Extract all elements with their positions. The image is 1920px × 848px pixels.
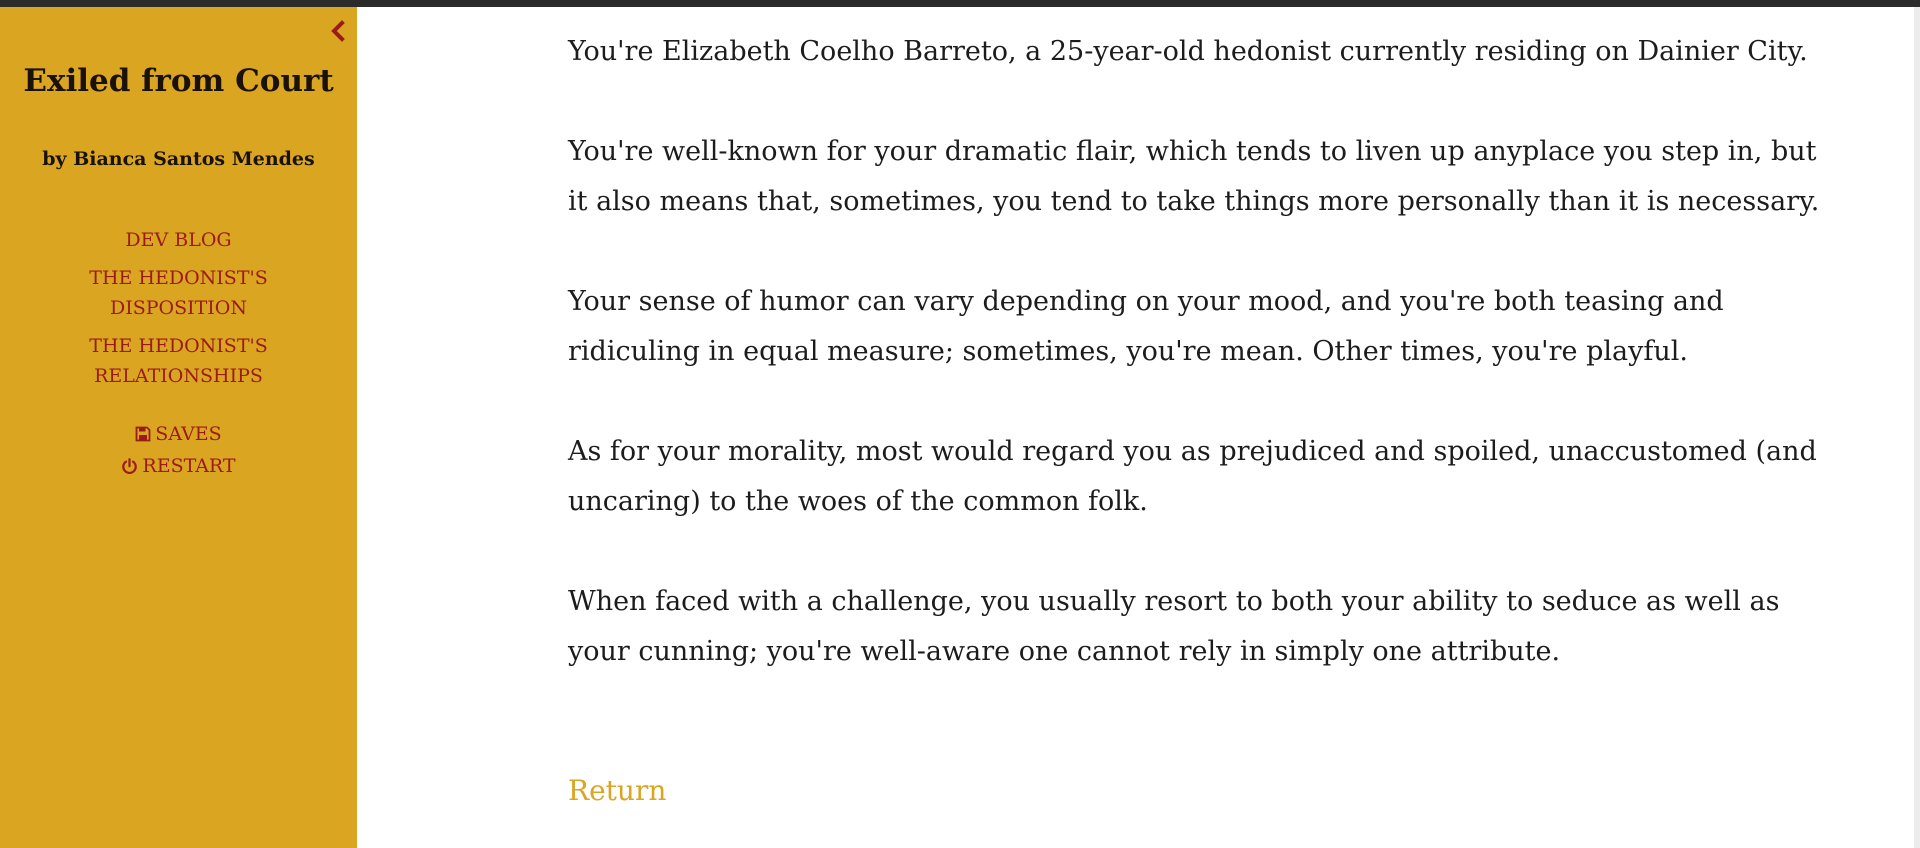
story-author: by Bianca Santos Mendes	[42, 148, 315, 170]
saves-label: SAVES	[155, 423, 222, 445]
chevron-left-icon	[327, 20, 349, 42]
story-title: Exiled from Court	[23, 63, 334, 99]
hedonist-disposition-link[interactable]: THE HEDONIST'S DISPOSITION	[89, 267, 268, 319]
sidebar	[0, 7, 357, 848]
restart-button[interactable]	[121, 451, 235, 481]
restart-label: RESTART	[142, 455, 236, 477]
passage-paragraph: As for your morality, most would regard you as prejudiced and spoiled, unaccustomed (and uncaring) to the woes of the common folk.	[568, 436, 1817, 517]
window-top-bar	[0, 0, 1920, 7]
passage-paragraph: You're Elizabeth Coelho Barreto, a 25-year-old hedonist currently residing on Dainier City.	[568, 36, 1808, 67]
passage-paragraph: Your sense of humor can vary depending on your mood, and you're both teasing and ridiculing in equal measure; sometimes, you're mean. Other times, you're playful.	[568, 286, 1724, 367]
return-link[interactable]: Return	[568, 774, 667, 807]
passage-paragraph: You're well-known for your dramatic flair, which tends to liven up anyplace you step in, but it also means that, sometimes, you tend to take things more personally than it is necessary.	[568, 136, 1820, 217]
collapse-sidebar-button[interactable]	[327, 20, 349, 42]
power-icon	[121, 458, 138, 475]
floppy-disk-icon	[135, 426, 151, 442]
passage-content	[568, 27, 1838, 727]
passage-paragraph: When faced with a challenge, you usually resort to both your ability to seduce as well as your cunning; you're well-aware one cannot rely in simply one attribute.	[568, 586, 1780, 667]
hedonist-relationships-link[interactable]: THE HEDONIST'S RELATIONSHIPS	[89, 335, 268, 387]
scrollbar[interactable]	[1914, 7, 1920, 848]
saves-button[interactable]	[135, 419, 221, 449]
sidebar-menu	[0, 225, 357, 481]
dev-blog-link[interactable]: DEV BLOG	[125, 229, 232, 251]
